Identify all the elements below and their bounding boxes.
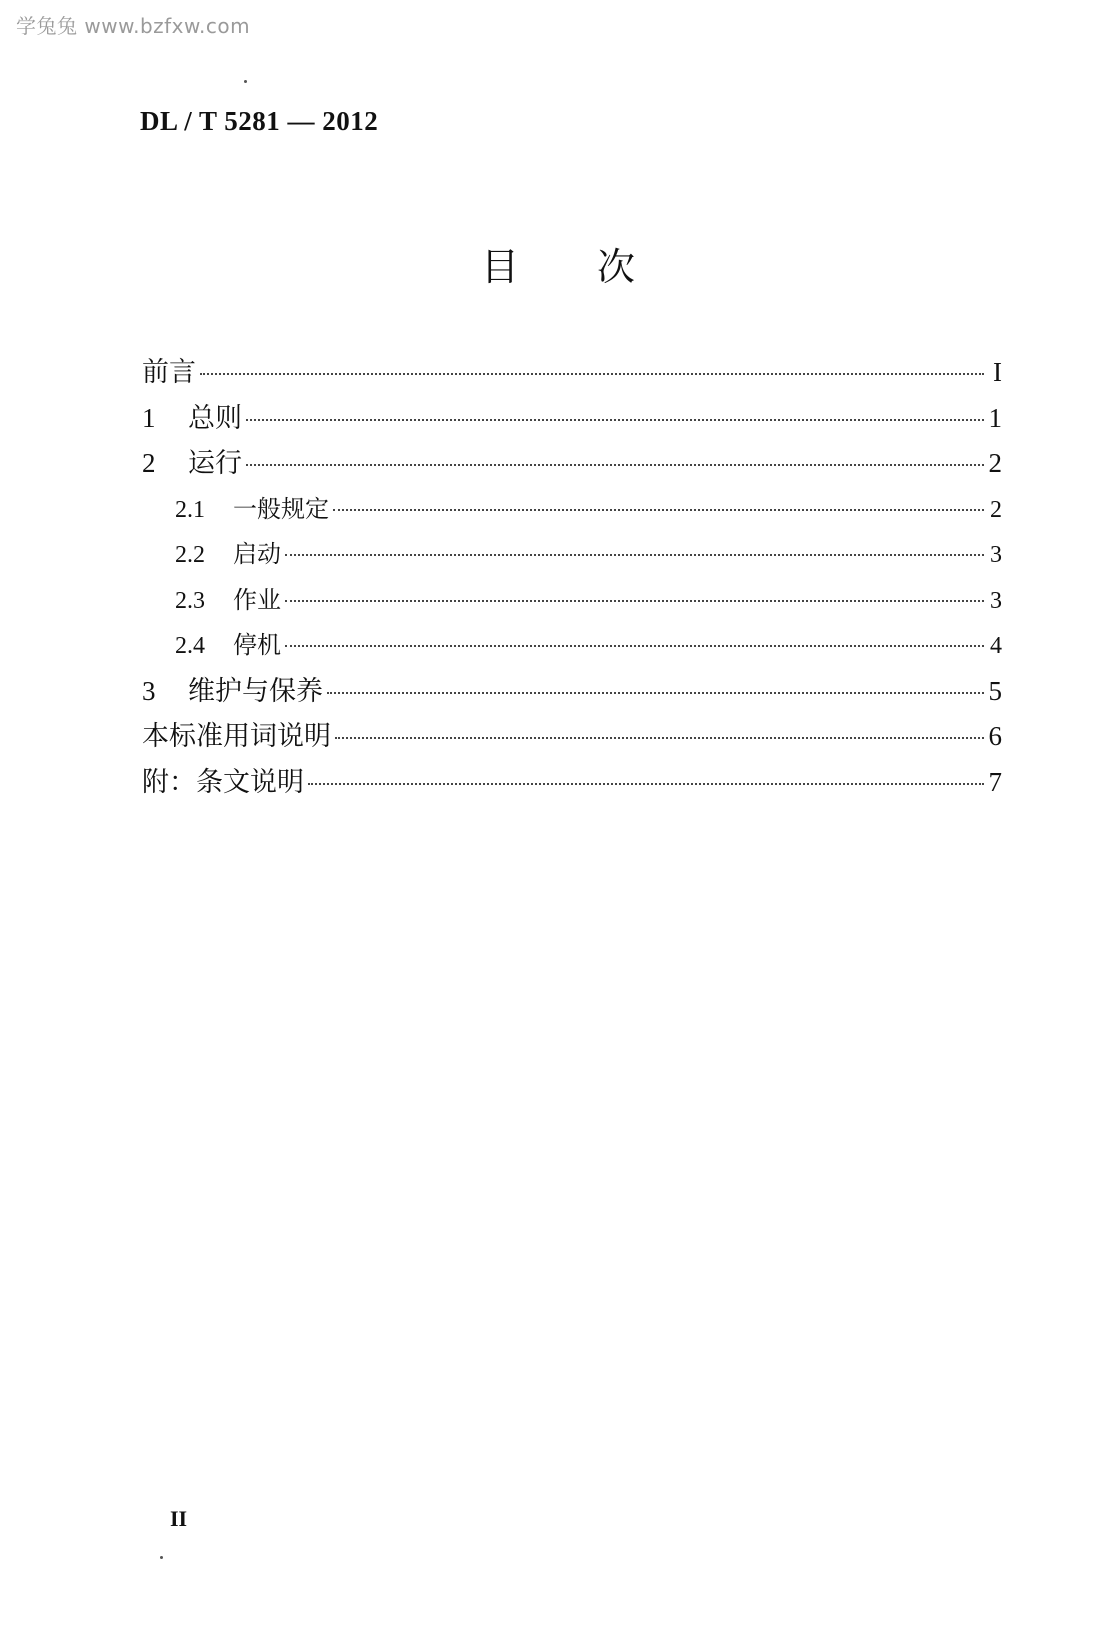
toc-entry-page: 5 [988,675,1002,706]
page-number: II [170,1506,188,1531]
toc-entry-label: 启动 [233,540,281,568]
toc-entry-label: 维护与保养 [188,675,323,707]
toc-dot-leader [285,554,984,556]
toc-entry-label: 附：条文说明 [142,766,304,798]
toc-entry-label: 作业 [233,585,281,614]
toc-entry[interactable] [142,760,1002,806]
toc-entry-page: I [993,357,1002,387]
toc-entry-label: 一般规定 [233,494,329,523]
toc-entry-number: 2 [142,448,156,478]
toc-entry-page: 3 [990,587,1002,614]
toc-entry-page: 2 [990,496,1002,523]
scan-speck [244,80,247,83]
toc-entry-page: 6 [988,721,1002,751]
toc-entry[interactable] [142,350,1002,396]
toc-entry-number: 2.4 [175,633,205,659]
toc-dot-leader [308,783,984,785]
toc-dot-leader [200,373,984,375]
toc-entry-page: 3 [990,542,1002,568]
toc-dot-leader [335,737,984,739]
toc-dot-leader [246,419,984,421]
toc-entry-page: 4 [990,633,1002,659]
toc-entry[interactable] [142,441,1002,487]
toc-dot-leader [246,464,984,466]
toc-entry-number: 2.3 [175,587,205,614]
toc-entry-page: 1 [988,402,1002,433]
toc-entry-label: 总则 [188,402,242,434]
toc-dot-leader [285,600,984,602]
toc-entry-number: 2.1 [175,496,205,523]
toc-entry-label: 运行 [188,448,242,479]
toc-title: 目次 [480,245,713,289]
table-of-contents [142,350,1002,805]
toc-entry-label: 停机 [233,631,281,659]
scan-speck [160,1556,163,1559]
toc-dot-leader [333,509,984,511]
toc-entry-label: 本标准用词说明 [142,721,331,752]
toc-entry[interactable] [142,578,1002,624]
toc-entry[interactable] [142,396,1002,442]
toc-entry-number: 1 [142,402,156,433]
toc-entry[interactable] [142,669,1002,715]
toc-entry-page: 2 [988,448,1002,478]
toc-entry[interactable] [142,714,1002,760]
toc-entry[interactable] [142,532,1002,578]
toc-entry-number: 2.2 [175,542,205,568]
toc-dot-leader [327,692,984,694]
toc-entry[interactable] [142,487,1002,533]
toc-entry-page: 7 [988,766,1002,797]
toc-dot-leader [285,645,984,647]
toc-entry-number: 3 [142,675,156,706]
watermark: 学兔兔 www.bzfxw.com [16,14,251,38]
toc-entry[interactable] [142,623,1002,669]
toc-entry-label: 前言 [142,357,196,388]
standard-code: DL / T 5281 — 2012 [140,106,379,136]
